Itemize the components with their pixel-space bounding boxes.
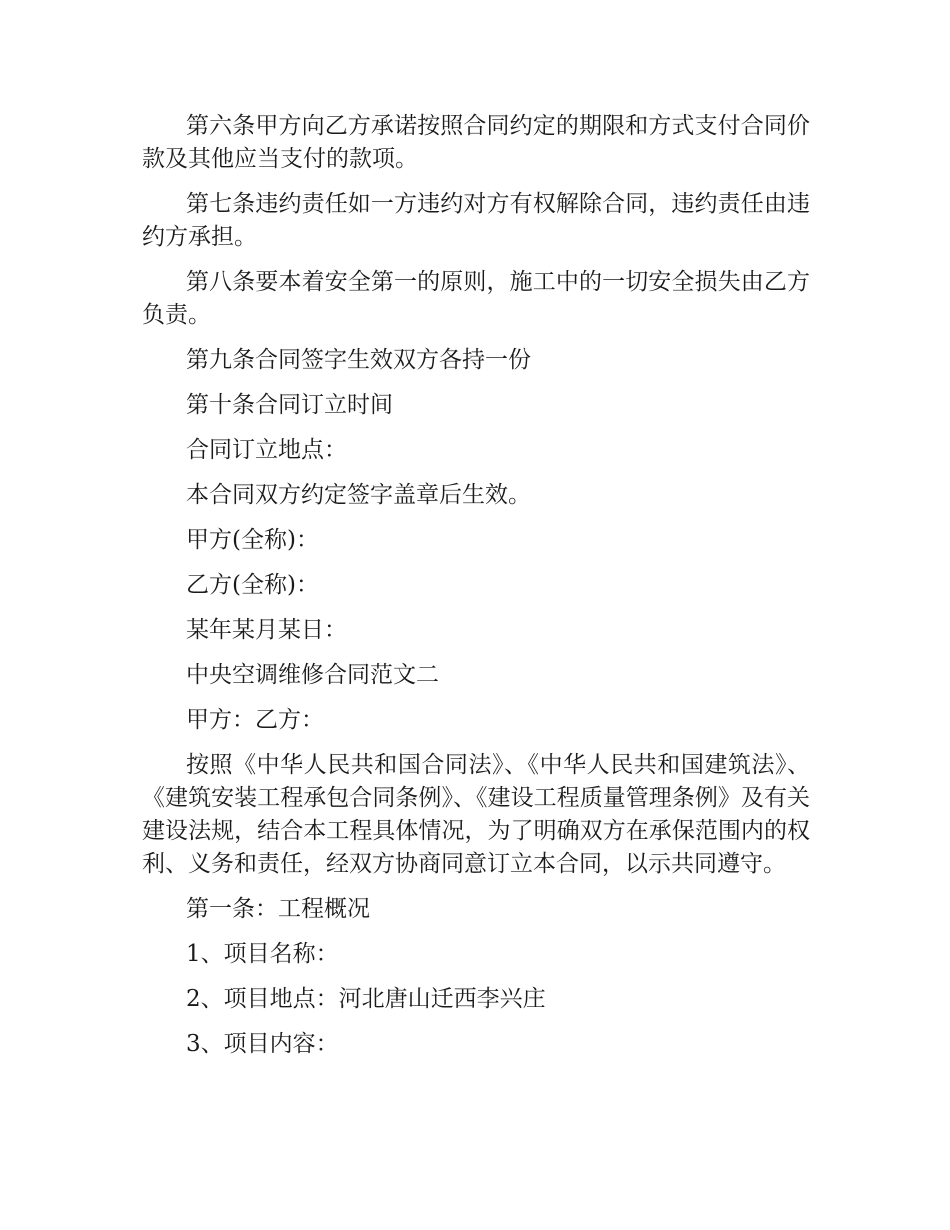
signing-place-line: 合同订立地点： (186, 437, 347, 463)
project-content-line: 3、项目内容： (186, 1031, 339, 1057)
section-title: 中央空调维修合同范文二 (186, 662, 439, 688)
article-1-heading: 第一条：工程概况 (186, 896, 370, 922)
clause-7-paragraph: 第七条违约责任如一方违约对方有权解除合同，违约责任由违约方承担。 (142, 191, 810, 250)
parties-line: 甲方：乙方： (186, 707, 324, 733)
date-line: 某年某月某日： (186, 617, 347, 643)
party-b-fullname-line: 乙方(全称)： (186, 572, 319, 598)
clause-10-paragraph: 第十条合同订立时间 (186, 392, 393, 418)
document-page (142, 110, 810, 1073)
party-a-fullname-line: 甲方(全称)： (186, 527, 319, 553)
clause-6-paragraph: 第六条甲方向乙方承诺按照合同约定的期限和方式支付合同价款及其他应当支付的款项。 (142, 113, 810, 172)
preamble-paragraph: 按照《中华人民共和国合同法》、《中华人民共和国建筑法》、《建筑安装工程承包合同条例》、《建设工程质量管理条例》及有关建设法规，结合本工程具体情况，为了明确双方在承保范围内的权利、义务和责任，经双方协商同意订立本合同，以示共同遵守。 (142, 752, 810, 877)
clause-9-paragraph: 第九条合同签字生效双方各持一份 (186, 347, 531, 373)
project-name-line: 1、项目名称： (186, 941, 339, 967)
project-location-line: 2、项目地点：河北唐山迁西李兴庄 (186, 986, 546, 1012)
effective-statement: 本合同双方约定签字盖章后生效。 (186, 482, 531, 508)
clause-8-paragraph: 第八条要本着安全第一的原则，施工中的一切安全损失由乙方负责。 (142, 269, 810, 328)
